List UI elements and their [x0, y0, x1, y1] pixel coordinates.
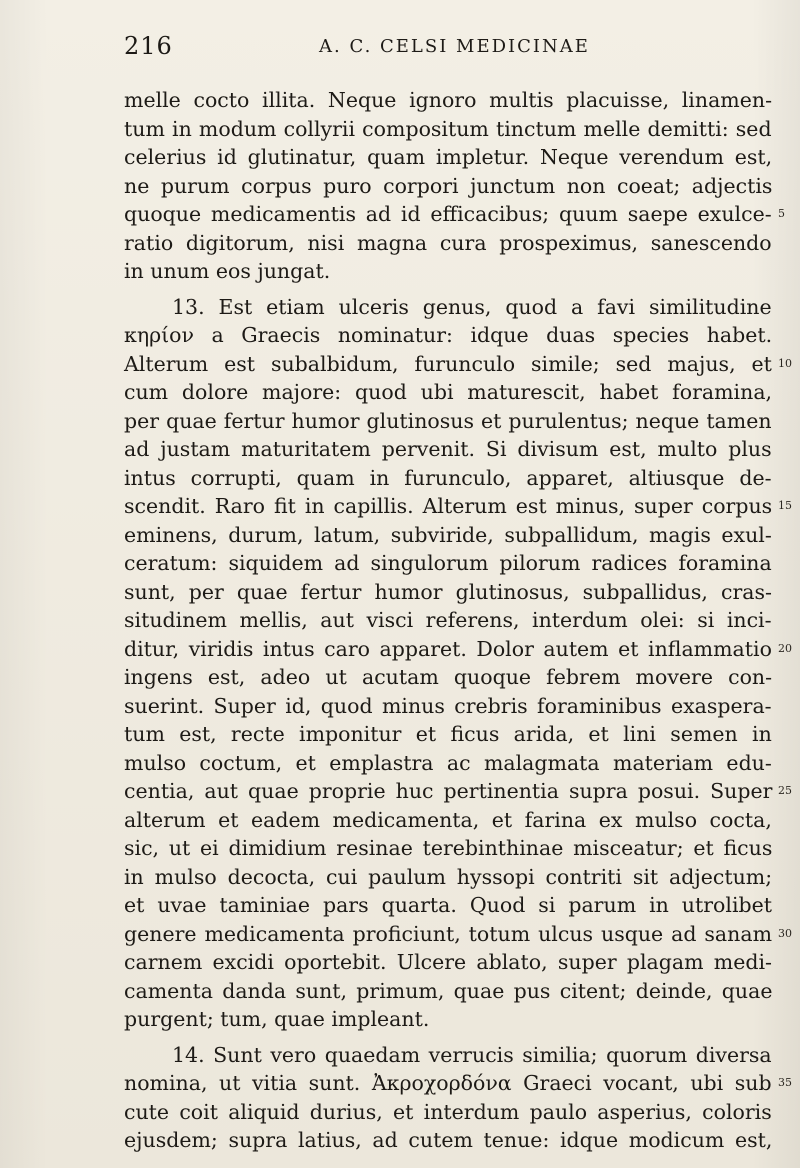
text-line [124, 1126, 772, 1155]
text-line-content: sic, ut ei dimidium resinae terebinthinae misceatur; et ficus [124, 836, 773, 860]
text-line [124, 464, 772, 493]
text-line [124, 229, 772, 258]
line-number-marker: 25 [778, 784, 792, 797]
text-line [124, 172, 772, 201]
line-number-marker: 30 [778, 926, 792, 940]
text-line [124, 777, 792, 806]
text-line [124, 1098, 772, 1127]
text-line [124, 293, 772, 322]
text-line [124, 834, 772, 863]
text-line-content: et uvae taminiae pars quarta. Quod si parum in utrolibet [124, 893, 772, 917]
text-line-content: quoque medicamentis ad id efficacibus; quum saepe exulce- [124, 202, 772, 226]
text-line [124, 863, 772, 892]
line-number-marker: 35 [778, 1076, 792, 1089]
line-number-marker: 15 [778, 499, 792, 512]
text-line-content: situdinem mellis, aut visci referens, interdum olei: si inci- [124, 608, 772, 632]
text-line [124, 578, 772, 607]
page-header [124, 32, 724, 62]
page-number: 216 [124, 32, 173, 60]
text-line-content: centia, aut quae proprie huc pertinentia supra posui. Super [124, 779, 773, 803]
text-line-content: ad justam maturitatem pervenit. Si divisum est, multo plus [124, 437, 772, 461]
text-line-content: in mulso decocta, cui paulum hyssopi contriti sit adjectum; [124, 864, 773, 889]
text-line [124, 749, 772, 778]
text-line-content: melle cocto illita. Neque ignoro multis placuisse, linamen- [124, 88, 772, 112]
text-line [124, 407, 772, 436]
text-line [124, 1041, 772, 1070]
text-line [124, 521, 772, 550]
text-line-content: tum in modum collyrii compositum tinctum melle demitti: sed [124, 116, 772, 141]
text-line [124, 891, 772, 920]
text-line-content: camenta danda sunt, primum, quae pus citent; deinde, quae [124, 978, 773, 1003]
text-line-content: Alterum est subalbidum, furunculo simile; sed majus, et [124, 351, 772, 376]
line-number-marker: 10 [778, 356, 792, 370]
text-line-content: ceratum: siquidem ad singulorum pilorum radices foramina [124, 551, 772, 575]
text-line-content: cum dolore majore: quod ubi maturescit, habet foramina, [124, 380, 773, 404]
line-number-marker: 20 [778, 641, 792, 655]
text-line [124, 806, 772, 835]
text-line [124, 920, 792, 949]
text-line [124, 606, 772, 635]
text-line-content: in unum eos jungat. [124, 259, 331, 283]
text-line [124, 635, 792, 664]
running-title: A. C. CELSI MEDICINAE [319, 36, 590, 57]
text-line-content: ejusdem; supra latius, ad cutem tenue: idque modicum est, [124, 1128, 773, 1152]
text-line [124, 1069, 792, 1098]
text-line [124, 435, 772, 464]
text-line-content: intus corrupti, quam in furunculo, apparet, altiusque de- [124, 465, 772, 490]
text-line-content: per quae fertur humor glutinosus et purulentus; neque tamen [124, 408, 772, 433]
text-line-content: celerius id glutinatur, quam impletur. Neque verendum est, [124, 145, 773, 169]
text-line [124, 257, 772, 286]
text-line [124, 948, 772, 977]
paragraph-gap [124, 286, 772, 293]
text-line [124, 692, 772, 721]
text-line [124, 321, 772, 350]
text-line-content: alterum et eadem medicamenta, et farina ex mulso cocta, [124, 807, 772, 832]
text-line-content: tum est, recte imponitur et ficus arida, et lini semen in [124, 722, 772, 746]
text-line [124, 977, 772, 1006]
paragraph-gap [124, 1034, 772, 1041]
text-line-content: 13. Est etiam ulceris genus, quod a favi similitudine [172, 294, 772, 319]
text-line-content: cute coit aliquid durius, et interdum paulo asperius, coloris [124, 1099, 772, 1124]
text-line [124, 115, 772, 144]
text-line-content: suerint. Super id, quod minus crebris foraminibus exaspera- [124, 693, 772, 718]
text-line [124, 1005, 772, 1034]
text-line [124, 86, 772, 115]
body-text [124, 86, 792, 1155]
text-line [124, 720, 772, 749]
text-line-content: purgent; tum, quae impleant. [124, 1007, 430, 1031]
text-line-content: κηρίον a Graecis nominatur: idque duas species habet. [124, 323, 773, 347]
text-line [124, 492, 792, 521]
text-line-content: ingens est, adeo ut acutam quoque febrem movere con- [124, 665, 773, 689]
text-line [124, 549, 772, 578]
text-line-content: 14. Sunt vero quaedam verrucis similia; quorum diversa [172, 1042, 772, 1067]
text-line [124, 143, 772, 172]
text-line-content: ratio digitorum, nisi magna cura prospeximus, sanescendo [124, 230, 772, 255]
text-line-content: mulso coctum, et emplastra ac malagmata materiam edu- [124, 750, 772, 775]
text-line [124, 663, 772, 692]
text-line-content: eminens, durum, latum, subviride, subpallidum, magis exul- [124, 522, 772, 547]
line-number-marker: 5 [778, 207, 785, 220]
text-line-content: genere medicamenta proficiunt, totum ulcus usque ad sanam [124, 921, 773, 946]
text-line-content: carnem excidi oportebit. Ulcere ablato, super plagam medi- [124, 950, 772, 974]
text-line-content: nomina, ut vitia sunt. Ἀκροχορδόνα Graeci vocant, ubi sub [124, 1071, 772, 1095]
text-line [124, 200, 785, 229]
text-line-content: scendit. Raro fit in capillis. Alterum est minus, super corpus [124, 494, 773, 518]
text-line-content: ditur, viridis intus caro apparet. Dolor autem et inflammatio [124, 636, 772, 661]
text-line [124, 350, 792, 379]
text-line-content: ne purum corpus puro corpori junctum non coeat; adjectis [124, 173, 773, 198]
text-line [124, 378, 772, 407]
text-line-content: sunt, per quae fertur humor glutinosus, subpallidus, cras- [124, 579, 772, 604]
